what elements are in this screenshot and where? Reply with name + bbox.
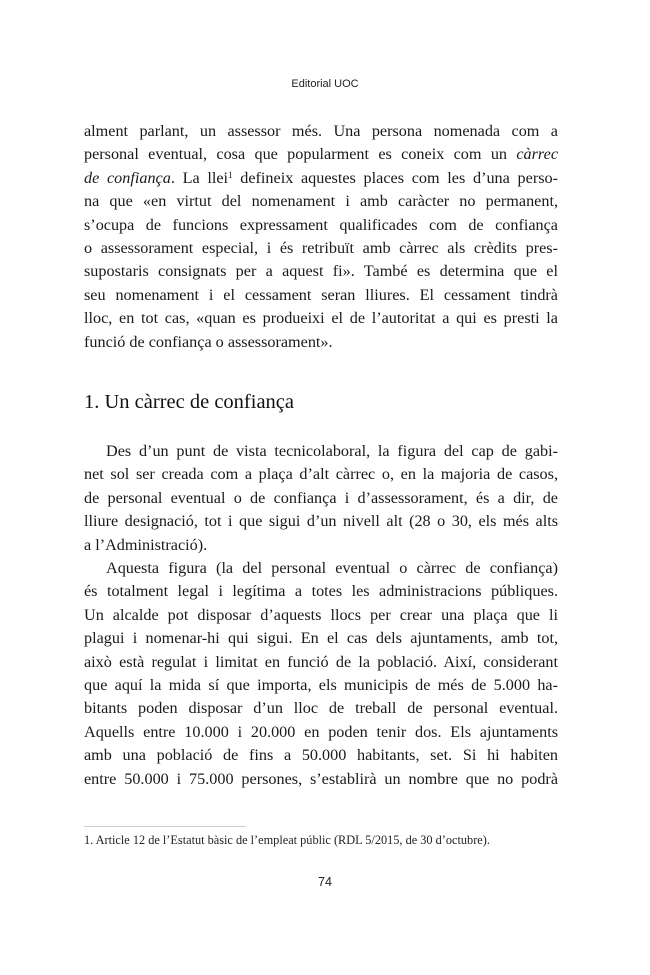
text-line: funció de confiança o assessorament». bbox=[84, 332, 333, 351]
italic-term: càrrec bbox=[516, 145, 559, 164]
text-line: de confiança. La llei$^1$ defineix aquestes places com les d’una perso- bbox=[84, 168, 558, 187]
text-line: Un alcalde pot disposar d’aquests llocs per crear una plaça que li bbox=[84, 605, 558, 624]
text-line: que aquí la mida sí que importa, els municipis de més de 5.000 ha- bbox=[84, 676, 558, 695]
text-line: o assessorament especial, i és retribuït amb càrrec als crèdits pres- bbox=[84, 239, 558, 258]
italic-term: de confiança bbox=[84, 168, 171, 187]
running-header: Editorial UOC bbox=[291, 78, 359, 90]
text-line: personal eventual, cosa que popularment es coneix com un càrrec bbox=[84, 145, 559, 164]
text-line: lloc, en tot cas, «quan es produeixi el de l’autoritat a qui es presti la bbox=[84, 309, 558, 328]
text-line: amb una població de fins a 50.000 habitants, set. Si hi habiten bbox=[84, 746, 558, 765]
paragraph bbox=[84, 440, 558, 557]
text-line: bitants poden disposar d’un lloc de treball de personal eventual. bbox=[84, 699, 558, 718]
text-line: a l’Administració). bbox=[84, 535, 208, 554]
footnote: 1. Article 12 de l’Estatut bàsic de l’empleat públic (RDL 5/2015, de 30 d’octubre). bbox=[84, 833, 490, 847]
text-line: s’ocupa de funcions expressament qualificades com de confiança bbox=[84, 215, 558, 234]
text-line: Aquells entre 10.000 i 20.000 en poden tenir dos. Els ajuntaments bbox=[84, 722, 558, 741]
text-line: plagui i nomenar-hi qui sigui. En el cas dels ajuntaments, amb tot, bbox=[84, 629, 558, 648]
footnote-divider bbox=[84, 826, 246, 827]
footnote-reference[interactable]: 1 bbox=[228, 169, 233, 180]
text-line: lliure designació, tot i que sigui d’un nivell alt (28 o 30, els més alts bbox=[84, 512, 558, 531]
text-line: na que «en virtut del nomenament i amb caràcter no permanent, bbox=[84, 192, 558, 211]
section-body bbox=[84, 440, 558, 791]
text-line: Aquesta figura (la del personal eventual o càrrec de confiança) bbox=[106, 559, 558, 578]
paragraph bbox=[84, 557, 558, 791]
intro-paragraph bbox=[84, 120, 558, 354]
text-line: supostaris consignats per a aquest fi». També es determina que el bbox=[84, 262, 558, 281]
text-line: entre 50.000 i 75.000 persones, s’establirà un nombre que no podrà bbox=[84, 769, 558, 788]
text-line: Des d’un punt de vista tecnicolaboral, la figura del cap de gabi- bbox=[106, 442, 558, 460]
text-line: és totalment legal i legítima a totes les administracions públiques. bbox=[84, 582, 558, 601]
page-number: 74 bbox=[318, 875, 332, 889]
text-line: això està regulat i limitat en funció de la població. Així, considerant bbox=[84, 652, 558, 671]
text-line: alment parlant, un assessor més. Una persona nomenada com a bbox=[84, 122, 558, 140]
section-heading: 1. Un càrrec de confiança bbox=[84, 391, 294, 413]
text-line: net sol ser creada com a plaça d’alt càrrec o, en la majoria de casos, bbox=[84, 465, 558, 484]
text-line: de personal eventual o de confiança i d’assessorament, és a dir, de bbox=[84, 488, 558, 507]
text-line: seu nomenament i el cessament seran lliures. El cessament tindrà bbox=[84, 285, 558, 304]
